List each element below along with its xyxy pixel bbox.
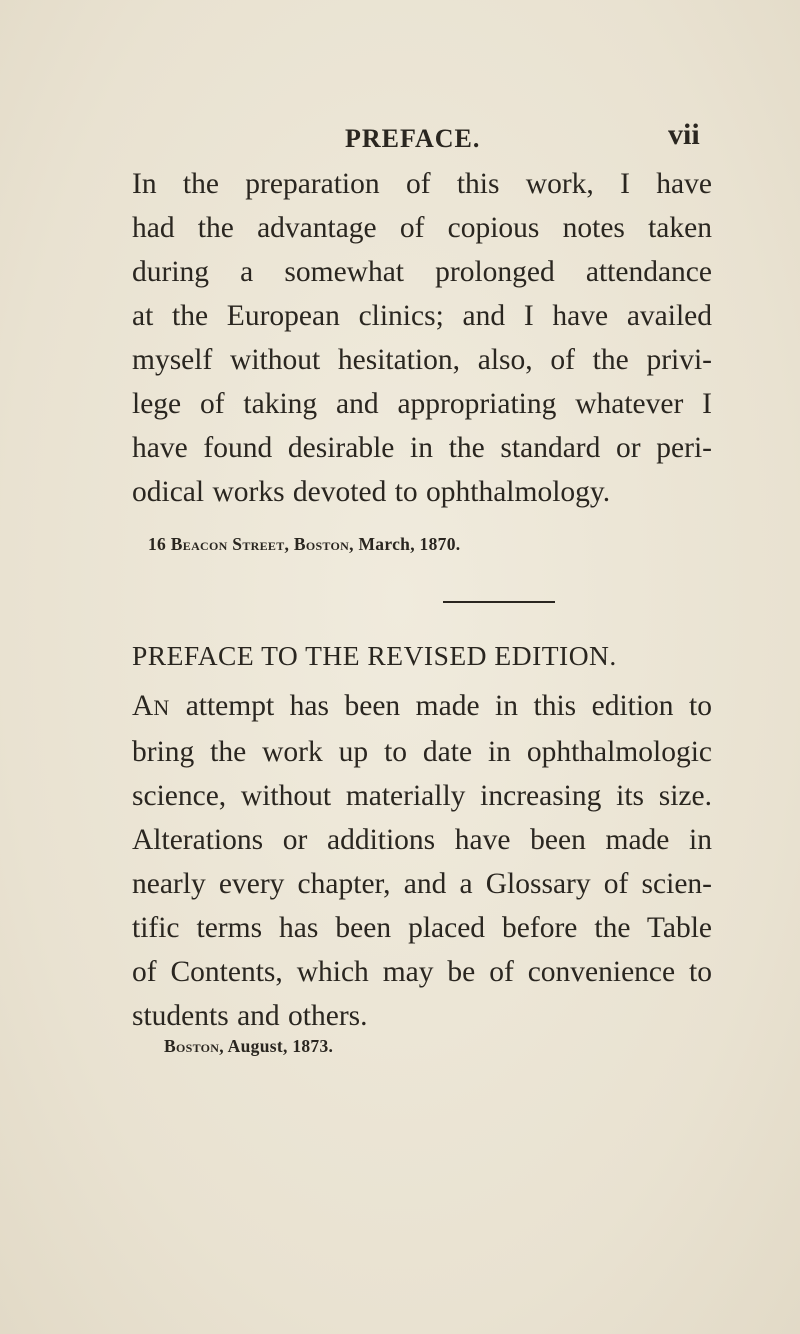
text-line: students and others. <box>132 1000 368 1032</box>
text-line: myself without hesitation, also, of the privi- <box>132 344 712 376</box>
running-head: PREFACE. <box>345 124 481 153</box>
text-line: Alterations or additions have been made in <box>132 824 712 856</box>
text-line <box>132 684 712 730</box>
first-line-text: attempt has been made in this edition to <box>170 690 712 722</box>
text-line: nearly every chapter, and a Glossary of scien- <box>132 868 712 900</box>
signature-number: 16 <box>148 534 167 554</box>
text-line: during a somewhat prolonged attendance <box>132 256 712 288</box>
text-line: at the European clinics; and I have availed <box>132 300 712 332</box>
signature-place: Beacon Street, Boston, <box>170 534 354 554</box>
first-word <box>132 690 170 722</box>
first-word-capital: A <box>132 690 154 722</box>
signature-date: August, 1873. <box>227 1036 334 1056</box>
text-line: In the preparation of this work, I have <box>132 168 712 200</box>
revised-preface-paragraph <box>132 684 712 1038</box>
preface-paragraph <box>132 162 712 514</box>
text-line: odical works devoted to ophthalmology. <box>132 476 611 508</box>
text-line: have found desirable in the standard or peri- <box>132 432 712 464</box>
section-divider <box>443 601 555 603</box>
signature-date: March, 1870. <box>358 534 461 554</box>
page-number: vii <box>668 118 700 151</box>
text-line: bring the work up to date in ophthalmologic <box>132 736 712 768</box>
text-line: had the advantage of copious notes taken <box>132 212 712 244</box>
section-title: PREFACE TO THE REVISED EDITION. <box>132 640 617 671</box>
preface-signature <box>148 534 460 555</box>
text-line: science, without materially increasing its size. <box>132 780 712 812</box>
first-word-small-caps: N <box>153 695 171 720</box>
revised-preface-signature <box>164 1036 333 1057</box>
text-line: lege of taking and appropriating whatever I <box>132 388 712 420</box>
signature-place: Boston, <box>164 1036 224 1056</box>
text-line: of Contents, which may be of convenience to <box>132 956 712 988</box>
text-line: tific terms has been placed before the Table <box>132 912 712 944</box>
